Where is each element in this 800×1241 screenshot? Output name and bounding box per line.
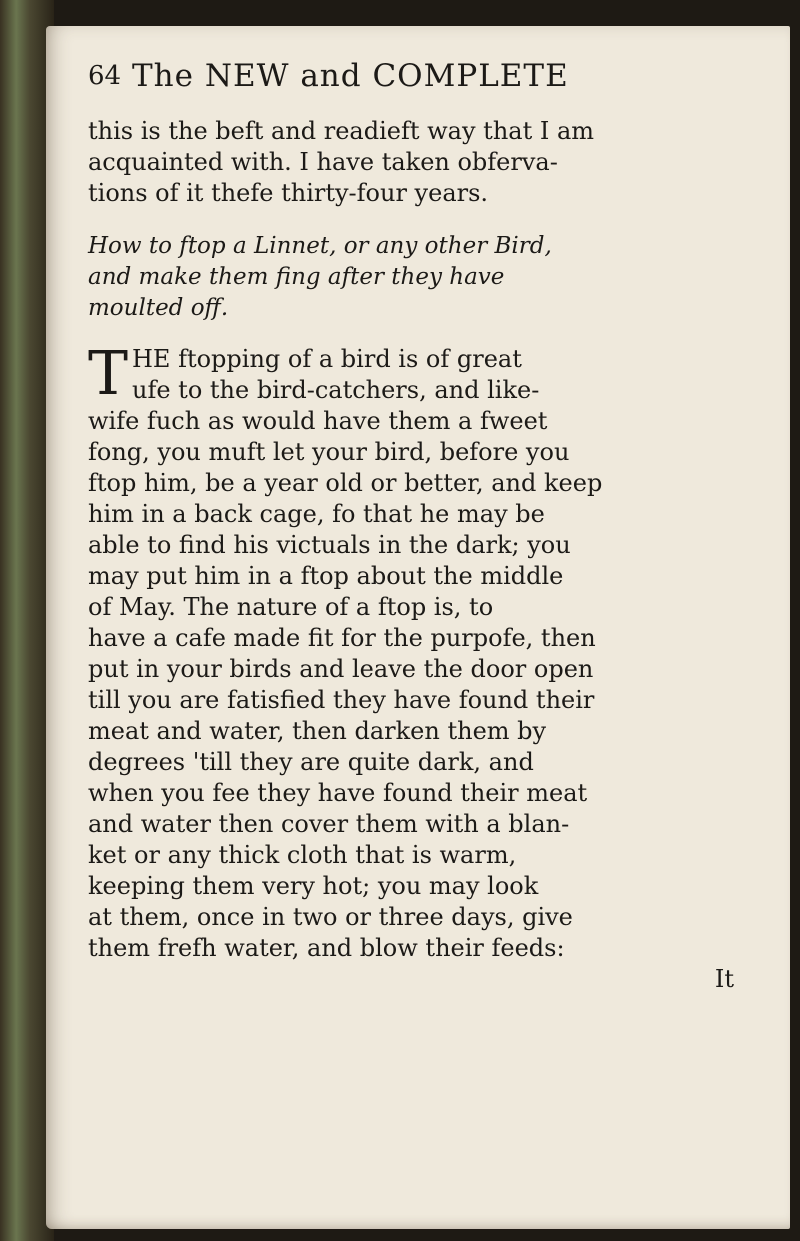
drop-cap: T	[88, 339, 129, 409]
text-line: fong, you muft let your bird, before you	[88, 438, 570, 466]
text-line: have a cafe made fit for the purpofe, then	[88, 624, 596, 652]
text-line: ftop him, be a year old or better, and keep	[88, 469, 603, 497]
heading-line: and make them fing after they have	[88, 264, 505, 290]
text-line: till you are fatisfied they have found their	[88, 686, 595, 714]
text-line: him in a back cage, fo that he may be	[88, 500, 545, 528]
text-line: when you fee they have found their meat	[88, 779, 588, 807]
text-line: them frefh water, and blow their feeds:	[88, 934, 565, 962]
text-line: HE ftopping of a bird is of great	[132, 345, 522, 373]
text-line: acquainted with. I have taken obferva-	[88, 148, 558, 176]
intro-paragraph	[88, 116, 748, 209]
running-title: The NEW and COMPLETE	[132, 58, 569, 94]
section-heading	[88, 231, 748, 324]
text-line: ufe to the bird-catchers, and like-	[132, 376, 540, 404]
heading-line: moulted off.	[88, 295, 229, 321]
text-line: wife fuch as would have them a fweet	[88, 407, 548, 435]
text-line: may put him in a ftop about the middle	[88, 562, 564, 590]
text-line: degrees 'till they are quite dark, and	[88, 748, 534, 776]
text-line: ket or any thick cloth that is warm,	[88, 841, 517, 869]
text-line: able to find his victuals in the dark; you	[88, 531, 571, 559]
text-line: meat and water, then darken them by	[88, 717, 547, 745]
text-line: this is the beft and readieft way that I am	[88, 117, 595, 145]
heading-line: How to ftop a Linnet, or any other Bird,	[88, 233, 552, 259]
text-line: put in your birds and leave the door open	[88, 655, 594, 683]
text-line: and water then cover them with a blan-	[88, 810, 570, 838]
text-line: keeping them very hot; you may look	[88, 872, 539, 900]
running-head	[88, 56, 748, 100]
text-line: tions of it thefe thirty-four years.	[88, 179, 489, 207]
page-text	[88, 56, 748, 995]
page-number: 64	[88, 61, 122, 91]
catchword: It	[714, 965, 734, 993]
text-line: of May. The nature of a ftop is, to	[88, 593, 494, 621]
text-line: at them, once in two or three days, give	[88, 903, 573, 931]
body-paragraph	[88, 339, 748, 995]
